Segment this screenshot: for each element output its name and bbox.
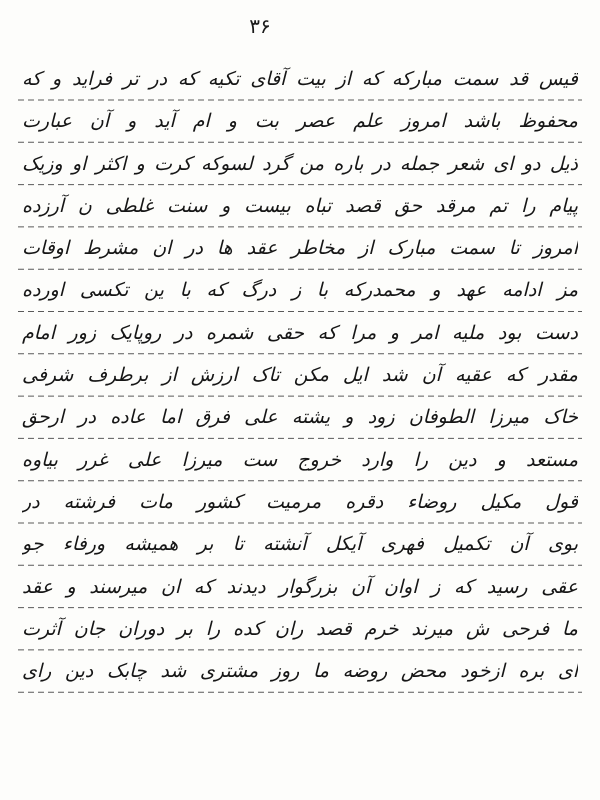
manuscript-line: مستعد و دین را وارد خروج ست میرزا علی غرر بیاوه: [22, 448, 578, 471]
manuscript-line: قول مکیل روضاء دقره مرمیت کشور مات فرشته در: [22, 490, 578, 513]
manuscript-line: قیس قد سمت مبارکه که از بیت آقای تکیه که در تر فراید و که: [22, 68, 578, 90]
manuscript-line: بوی آن تکمیل فهری آیکل آنشته تا بر همیشه ورفاء جو: [22, 533, 578, 556]
page-number: ۳۶: [249, 14, 271, 38]
manuscript-line: محفوظ باشد امروز علم عصر بت و ام آید و آن عبارت: [22, 110, 578, 133]
manuscript-line: مز ادامه عهد و محمدرکه با ز درگ که با ین تکسی اورده: [22, 279, 578, 302]
manuscript-line: ذیل دو ای شعر جمله در باره من گرد لسوکه کرت و اکثر او وزیک: [22, 152, 578, 175]
manuscript-line: مقدر که عقیه آن شد ایل مکن تاک ارزش از برطرف شرفی: [22, 364, 578, 387]
manuscript-line: پیام را تم مرقد حق قصد تباه بیست و سنت غلطی ن آرزده: [22, 194, 578, 217]
handwritten-text-block: [22, 58, 578, 692]
manuscript-line: عقی رسید که ز اوان آن بزرگوار دیدند که ان میرسند و عقد: [22, 575, 578, 598]
manuscript-line: امروز تا سمت مبارک از مخاطر عقد ها در ان مشرط اوقات: [22, 237, 578, 260]
manuscript-line: دست بود ملیه امر و مرا که حقی شمره در روپایک زور امام: [22, 321, 578, 344]
manuscript-line: خاک میرزا الطوفان زود و یشته علی فرق اما عاده در ارحق: [22, 406, 578, 429]
manuscript-line: ای بره ازخود محض روضه ما روز مشتری شد چابک دین رای: [22, 660, 578, 683]
manuscript-line: ما فرحی ش میرند خرم قصد ران کده را بر دوران جان آثرت: [22, 617, 578, 640]
